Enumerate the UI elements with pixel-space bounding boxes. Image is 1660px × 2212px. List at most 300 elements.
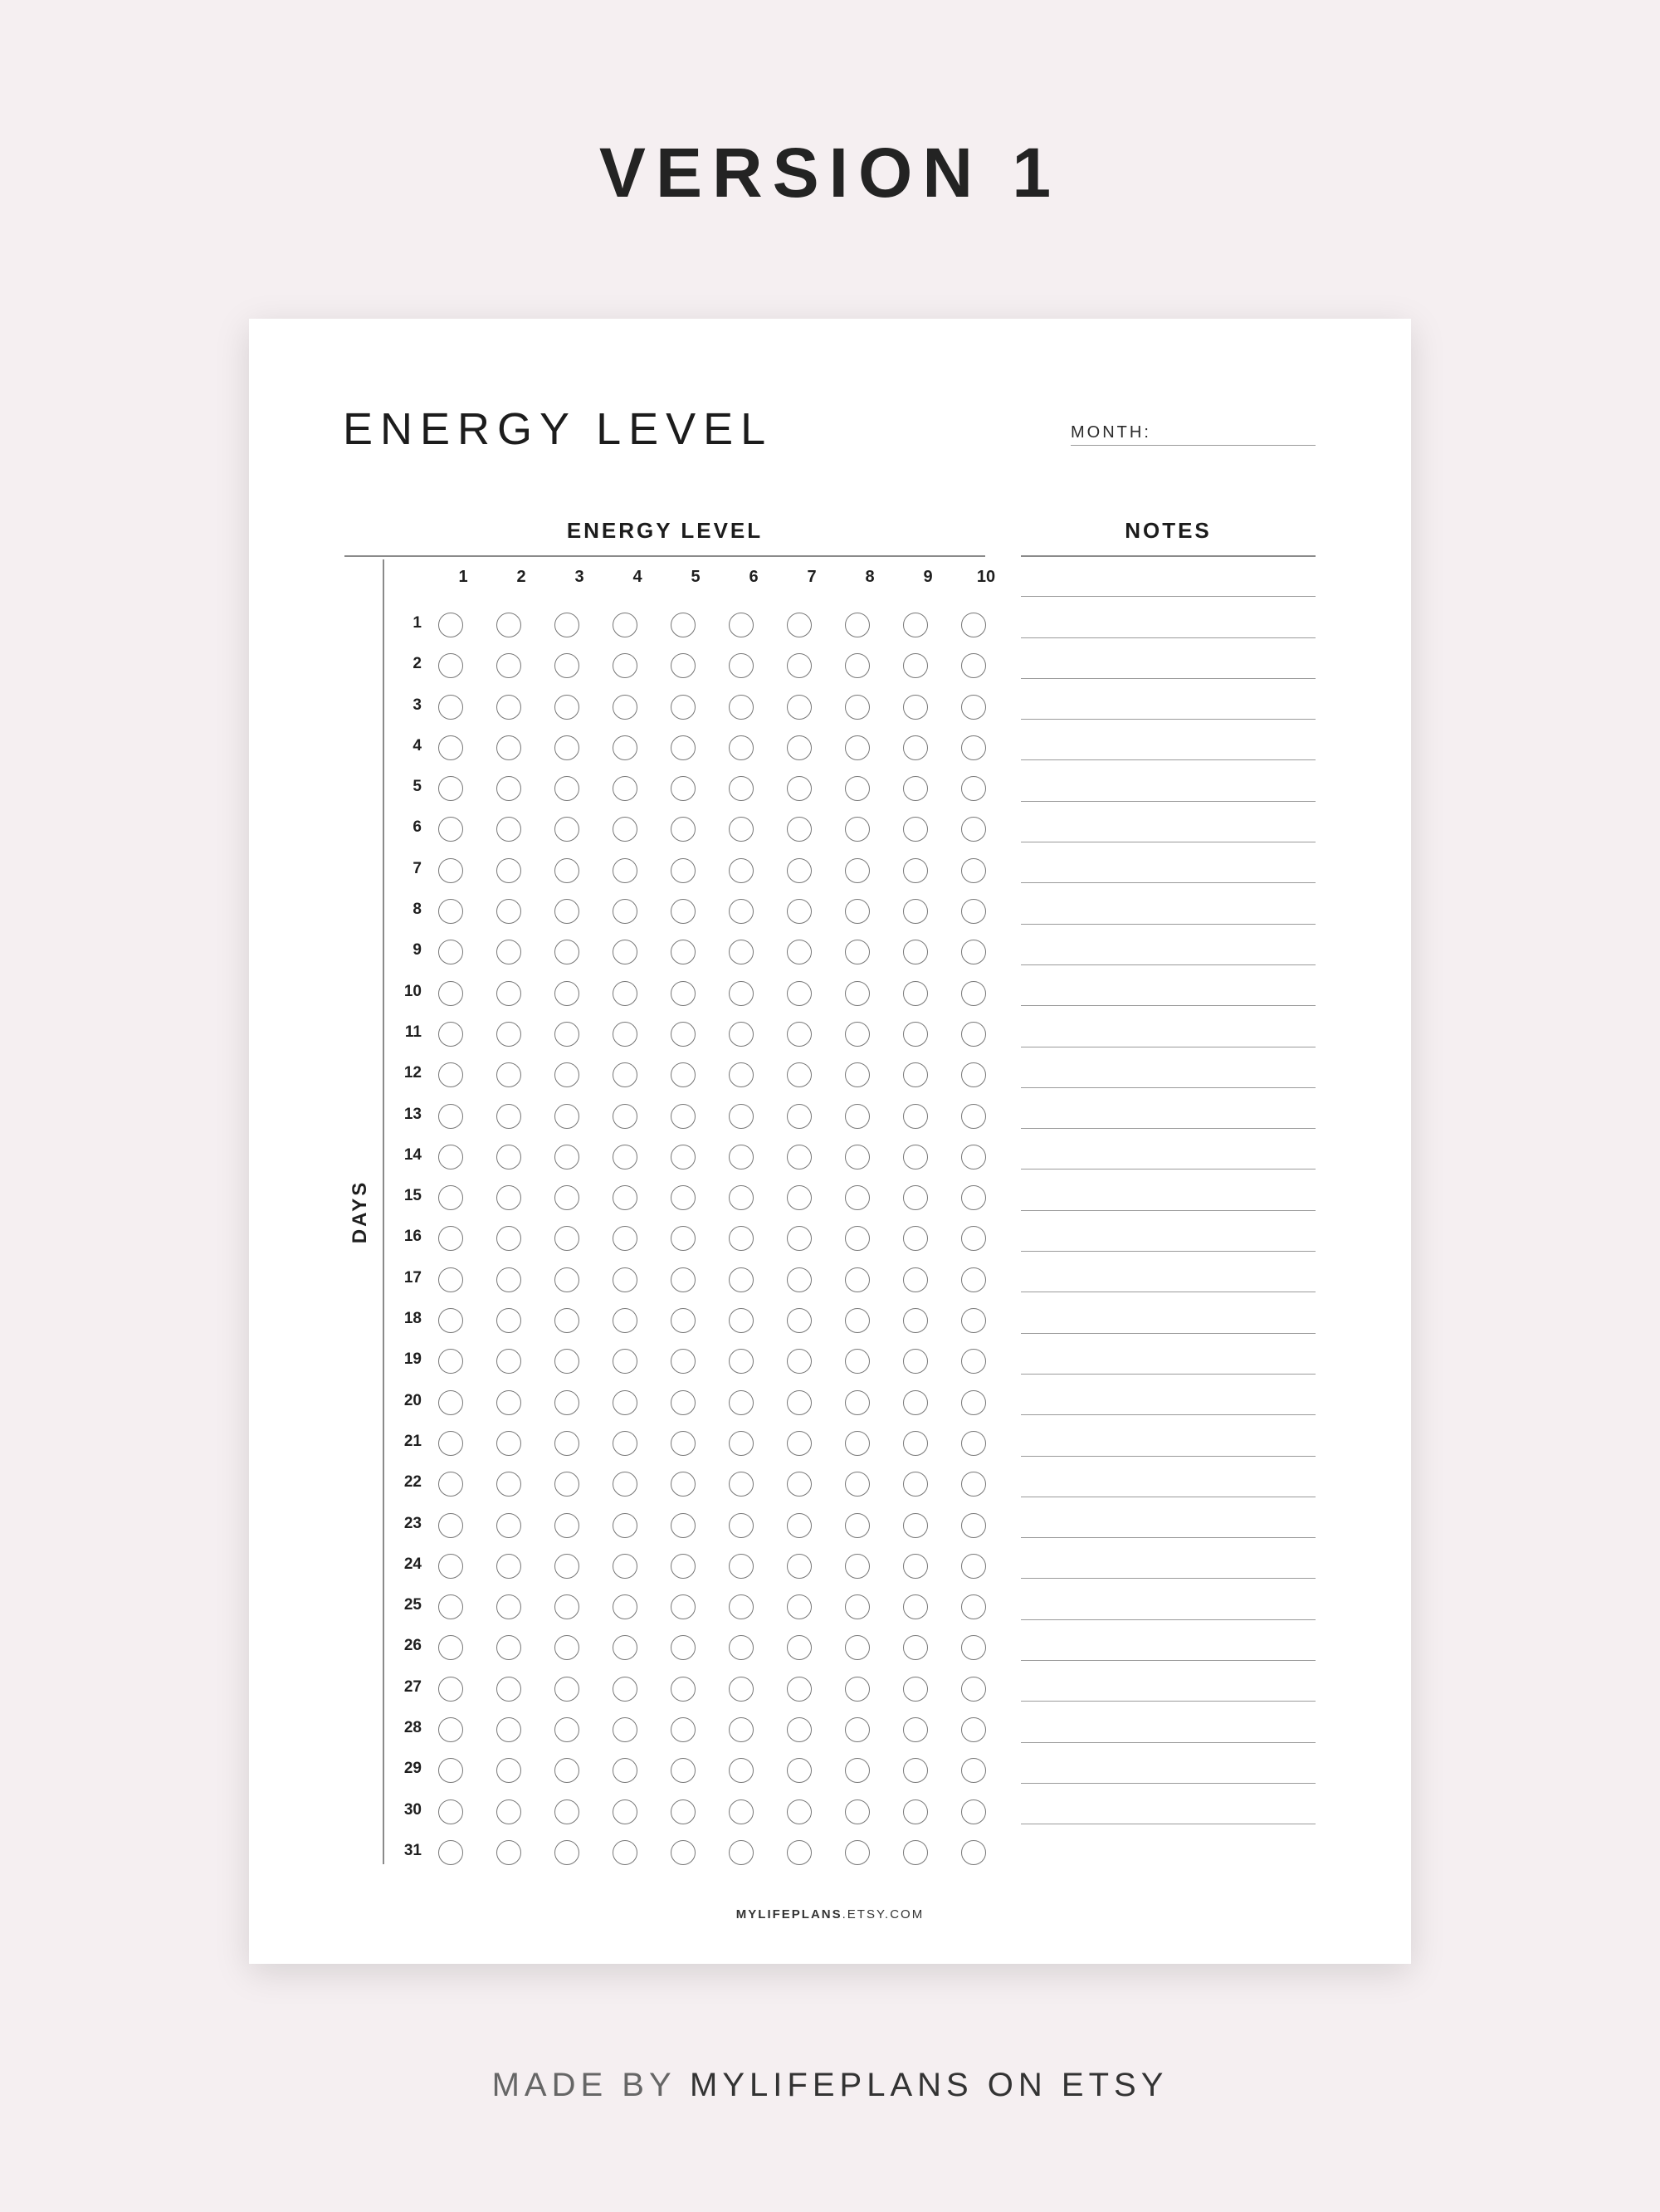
energy-bubble[interactable]	[671, 1677, 696, 1702]
energy-bubble[interactable]	[613, 940, 637, 964]
energy-bubble[interactable]	[961, 1513, 986, 1538]
energy-bubble[interactable]	[613, 1513, 637, 1538]
energy-bubble[interactable]	[671, 653, 696, 678]
energy-bubble[interactable]	[496, 1145, 521, 1169]
note-line[interactable]	[1021, 1702, 1316, 1742]
energy-bubble[interactable]	[787, 1758, 812, 1783]
energy-bubble[interactable]	[438, 653, 463, 678]
energy-bubble[interactable]	[438, 776, 463, 801]
energy-bubble[interactable]	[671, 613, 696, 637]
energy-bubble[interactable]	[613, 776, 637, 801]
energy-bubble[interactable]	[845, 1431, 870, 1456]
energy-bubble[interactable]	[845, 735, 870, 760]
energy-bubble[interactable]	[961, 1062, 986, 1087]
energy-bubble[interactable]	[787, 653, 812, 678]
energy-bubble[interactable]	[671, 1349, 696, 1374]
energy-bubble[interactable]	[496, 735, 521, 760]
energy-bubble[interactable]	[845, 1308, 870, 1333]
energy-bubble[interactable]	[613, 613, 637, 637]
energy-bubble[interactable]	[961, 1635, 986, 1660]
energy-bubble[interactable]	[961, 1226, 986, 1251]
energy-bubble[interactable]	[613, 1308, 637, 1333]
energy-bubble[interactable]	[903, 1677, 928, 1702]
energy-bubble[interactable]	[671, 776, 696, 801]
energy-bubble[interactable]	[613, 1185, 637, 1210]
energy-bubble[interactable]	[787, 1431, 812, 1456]
energy-bubble[interactable]	[729, 1145, 754, 1169]
note-line[interactable]	[1021, 1784, 1316, 1824]
energy-bubble[interactable]	[554, 1267, 579, 1292]
energy-bubble[interactable]	[554, 1308, 579, 1333]
energy-bubble[interactable]	[671, 1104, 696, 1129]
energy-bubble[interactable]	[438, 1104, 463, 1129]
energy-bubble[interactable]	[438, 1472, 463, 1497]
energy-bubble[interactable]	[787, 1226, 812, 1251]
energy-bubble[interactable]	[554, 735, 579, 760]
energy-bubble[interactable]	[729, 1758, 754, 1783]
energy-bubble[interactable]	[496, 858, 521, 883]
energy-bubble[interactable]	[903, 776, 928, 801]
energy-bubble[interactable]	[554, 1062, 579, 1087]
energy-bubble[interactable]	[729, 613, 754, 637]
energy-bubble[interactable]	[554, 1635, 579, 1660]
note-line[interactable]	[1021, 597, 1316, 637]
energy-bubble[interactable]	[496, 1758, 521, 1783]
energy-bubble[interactable]	[438, 1308, 463, 1333]
energy-bubble[interactable]	[787, 1799, 812, 1824]
energy-bubble[interactable]	[613, 1145, 637, 1169]
energy-bubble[interactable]	[729, 1717, 754, 1742]
energy-bubble[interactable]	[903, 1349, 928, 1374]
energy-bubble[interactable]	[845, 1185, 870, 1210]
energy-bubble[interactable]	[671, 1431, 696, 1456]
energy-bubble[interactable]	[903, 1308, 928, 1333]
energy-bubble[interactable]	[903, 817, 928, 842]
note-line[interactable]	[1021, 1620, 1316, 1661]
energy-bubble[interactable]	[554, 653, 579, 678]
energy-bubble[interactable]	[903, 735, 928, 760]
energy-bubble[interactable]	[845, 1635, 870, 1660]
energy-bubble[interactable]	[845, 613, 870, 637]
energy-bubble[interactable]	[438, 1635, 463, 1660]
energy-bubble[interactable]	[845, 1104, 870, 1129]
energy-bubble[interactable]	[787, 1308, 812, 1333]
energy-bubble[interactable]	[787, 899, 812, 924]
energy-bubble[interactable]	[613, 1799, 637, 1824]
energy-bubble[interactable]	[787, 1145, 812, 1169]
energy-bubble[interactable]	[961, 1145, 986, 1169]
energy-bubble[interactable]	[613, 1594, 637, 1619]
energy-bubble[interactable]	[554, 1840, 579, 1865]
energy-bubble[interactable]	[496, 653, 521, 678]
energy-bubble[interactable]	[729, 1349, 754, 1374]
note-line[interactable]	[1021, 1169, 1316, 1210]
energy-bubble[interactable]	[671, 1267, 696, 1292]
energy-bubble[interactable]	[845, 1472, 870, 1497]
energy-bubble[interactable]	[729, 653, 754, 678]
note-line[interactable]	[1021, 1006, 1316, 1047]
energy-bubble[interactable]	[671, 858, 696, 883]
energy-bubble[interactable]	[671, 1390, 696, 1415]
energy-bubble[interactable]	[554, 695, 579, 720]
month-input-line[interactable]	[1071, 445, 1316, 446]
energy-bubble[interactable]	[845, 1758, 870, 1783]
energy-bubble[interactable]	[438, 1390, 463, 1415]
energy-bubble[interactable]	[671, 1185, 696, 1210]
energy-bubble[interactable]	[438, 1267, 463, 1292]
energy-bubble[interactable]	[554, 1022, 579, 1047]
energy-bubble[interactable]	[671, 899, 696, 924]
energy-bubble[interactable]	[729, 1554, 754, 1579]
energy-bubble[interactable]	[671, 1554, 696, 1579]
energy-bubble[interactable]	[671, 817, 696, 842]
energy-bubble[interactable]	[729, 1308, 754, 1333]
energy-bubble[interactable]	[671, 1635, 696, 1660]
energy-bubble[interactable]	[787, 1185, 812, 1210]
energy-bubble[interactable]	[845, 981, 870, 1006]
energy-bubble[interactable]	[787, 1349, 812, 1374]
energy-bubble[interactable]	[845, 899, 870, 924]
energy-bubble[interactable]	[787, 735, 812, 760]
energy-bubble[interactable]	[671, 1594, 696, 1619]
energy-bubble[interactable]	[787, 1062, 812, 1087]
energy-bubble[interactable]	[903, 1472, 928, 1497]
energy-bubble[interactable]	[613, 1431, 637, 1456]
note-line[interactable]	[1021, 1252, 1316, 1292]
energy-bubble[interactable]	[438, 981, 463, 1006]
energy-bubble[interactable]	[554, 1185, 579, 1210]
energy-bubble[interactable]	[903, 1390, 928, 1415]
energy-bubble[interactable]	[554, 1104, 579, 1129]
energy-bubble[interactable]	[554, 899, 579, 924]
energy-bubble[interactable]	[554, 1594, 579, 1619]
energy-bubble[interactable]	[496, 1267, 521, 1292]
energy-bubble[interactable]	[903, 1267, 928, 1292]
energy-bubble[interactable]	[554, 1390, 579, 1415]
energy-bubble[interactable]	[438, 817, 463, 842]
energy-bubble[interactable]	[845, 695, 870, 720]
note-line[interactable]	[1021, 1129, 1316, 1169]
energy-bubble[interactable]	[729, 1390, 754, 1415]
energy-bubble[interactable]	[554, 1226, 579, 1251]
energy-bubble[interactable]	[787, 776, 812, 801]
energy-bubble[interactable]	[496, 1472, 521, 1497]
energy-bubble[interactable]	[438, 695, 463, 720]
energy-bubble[interactable]	[554, 981, 579, 1006]
energy-bubble[interactable]	[787, 1104, 812, 1129]
energy-bubble[interactable]	[671, 735, 696, 760]
energy-bubble[interactable]	[671, 940, 696, 964]
energy-bubble[interactable]	[438, 1022, 463, 1047]
energy-bubble[interactable]	[787, 1472, 812, 1497]
energy-bubble[interactable]	[903, 1635, 928, 1660]
energy-bubble[interactable]	[845, 1062, 870, 1087]
energy-bubble[interactable]	[554, 858, 579, 883]
energy-bubble[interactable]	[496, 1513, 521, 1538]
energy-bubble[interactable]	[961, 1554, 986, 1579]
note-line[interactable]	[1021, 1047, 1316, 1088]
energy-bubble[interactable]	[438, 613, 463, 637]
energy-bubble[interactable]	[845, 1594, 870, 1619]
note-line[interactable]	[1021, 883, 1316, 924]
energy-bubble[interactable]	[845, 653, 870, 678]
energy-bubble[interactable]	[496, 695, 521, 720]
energy-bubble[interactable]	[961, 858, 986, 883]
energy-bubble[interactable]	[496, 1226, 521, 1251]
energy-bubble[interactable]	[903, 899, 928, 924]
energy-bubble[interactable]	[438, 1226, 463, 1251]
energy-bubble[interactable]	[729, 1022, 754, 1047]
energy-bubble[interactable]	[903, 1799, 928, 1824]
note-line[interactable]	[1021, 965, 1316, 1006]
energy-bubble[interactable]	[613, 653, 637, 678]
energy-bubble[interactable]	[613, 735, 637, 760]
energy-bubble[interactable]	[903, 1226, 928, 1251]
energy-bubble[interactable]	[671, 1472, 696, 1497]
energy-bubble[interactable]	[613, 1104, 637, 1129]
energy-bubble[interactable]	[613, 858, 637, 883]
energy-bubble[interactable]	[554, 1513, 579, 1538]
energy-bubble[interactable]	[554, 1145, 579, 1169]
energy-bubble[interactable]	[787, 695, 812, 720]
energy-bubble[interactable]	[903, 1594, 928, 1619]
energy-bubble[interactable]	[787, 1840, 812, 1865]
note-line[interactable]	[1021, 1579, 1316, 1619]
energy-bubble[interactable]	[845, 1145, 870, 1169]
energy-bubble[interactable]	[554, 776, 579, 801]
energy-bubble[interactable]	[729, 899, 754, 924]
energy-bubble[interactable]	[729, 1472, 754, 1497]
note-line[interactable]	[1021, 1743, 1316, 1784]
energy-bubble[interactable]	[961, 1390, 986, 1415]
energy-bubble[interactable]	[671, 695, 696, 720]
energy-bubble[interactable]	[845, 817, 870, 842]
note-line[interactable]	[1021, 1661, 1316, 1702]
energy-bubble[interactable]	[787, 1513, 812, 1538]
note-line[interactable]	[1021, 760, 1316, 801]
energy-bubble[interactable]	[671, 1062, 696, 1087]
energy-bubble[interactable]	[496, 1185, 521, 1210]
energy-bubble[interactable]	[496, 1349, 521, 1374]
note-line[interactable]	[1021, 1457, 1316, 1497]
energy-bubble[interactable]	[729, 1226, 754, 1251]
energy-bubble[interactable]	[961, 1840, 986, 1865]
energy-bubble[interactable]	[729, 1635, 754, 1660]
energy-bubble[interactable]	[961, 1104, 986, 1129]
energy-bubble[interactable]	[554, 1349, 579, 1374]
energy-bubble[interactable]	[496, 899, 521, 924]
note-line[interactable]	[1021, 925, 1316, 965]
energy-bubble[interactable]	[496, 817, 521, 842]
energy-bubble[interactable]	[787, 1635, 812, 1660]
energy-bubble[interactable]	[438, 1758, 463, 1783]
energy-bubble[interactable]	[496, 1799, 521, 1824]
energy-bubble[interactable]	[438, 1840, 463, 1865]
energy-bubble[interactable]	[438, 1799, 463, 1824]
energy-bubble[interactable]	[613, 1022, 637, 1047]
energy-bubble[interactable]	[961, 1022, 986, 1047]
energy-bubble[interactable]	[554, 1758, 579, 1783]
energy-bubble[interactable]	[845, 1267, 870, 1292]
note-line[interactable]	[1021, 556, 1316, 597]
energy-bubble[interactable]	[729, 1267, 754, 1292]
energy-bubble[interactable]	[961, 653, 986, 678]
energy-bubble[interactable]	[729, 776, 754, 801]
energy-bubble[interactable]	[787, 940, 812, 964]
energy-bubble[interactable]	[903, 1185, 928, 1210]
energy-bubble[interactable]	[787, 613, 812, 637]
energy-bubble[interactable]	[961, 1349, 986, 1374]
energy-bubble[interactable]	[671, 1799, 696, 1824]
energy-bubble[interactable]	[903, 1062, 928, 1087]
energy-bubble[interactable]	[554, 613, 579, 637]
energy-bubble[interactable]	[496, 1062, 521, 1087]
energy-bubble[interactable]	[961, 1308, 986, 1333]
energy-bubble[interactable]	[438, 940, 463, 964]
energy-bubble[interactable]	[787, 858, 812, 883]
energy-bubble[interactable]	[671, 1226, 696, 1251]
energy-bubble[interactable]	[729, 695, 754, 720]
energy-bubble[interactable]	[961, 695, 986, 720]
energy-bubble[interactable]	[845, 1349, 870, 1374]
note-line[interactable]	[1021, 1375, 1316, 1415]
energy-bubble[interactable]	[438, 1513, 463, 1538]
energy-bubble[interactable]	[903, 1840, 928, 1865]
energy-bubble[interactable]	[554, 1554, 579, 1579]
energy-bubble[interactable]	[496, 1390, 521, 1415]
note-line[interactable]	[1021, 842, 1316, 883]
note-line[interactable]	[1021, 1538, 1316, 1579]
note-line[interactable]	[1021, 1497, 1316, 1538]
energy-bubble[interactable]	[613, 1267, 637, 1292]
energy-bubble[interactable]	[496, 1104, 521, 1129]
energy-bubble[interactable]	[613, 1635, 637, 1660]
energy-bubble[interactable]	[903, 1431, 928, 1456]
energy-bubble[interactable]	[496, 1677, 521, 1702]
energy-bubble[interactable]	[961, 1799, 986, 1824]
energy-bubble[interactable]	[961, 817, 986, 842]
energy-bubble[interactable]	[961, 1267, 986, 1292]
energy-bubble[interactable]	[961, 613, 986, 637]
note-line[interactable]	[1021, 1211, 1316, 1252]
energy-bubble[interactable]	[903, 1717, 928, 1742]
energy-bubble[interactable]	[903, 695, 928, 720]
energy-bubble[interactable]	[845, 1022, 870, 1047]
energy-bubble[interactable]	[438, 1145, 463, 1169]
energy-bubble[interactable]	[438, 1677, 463, 1702]
energy-bubble[interactable]	[787, 1390, 812, 1415]
energy-bubble[interactable]	[496, 1635, 521, 1660]
energy-bubble[interactable]	[903, 653, 928, 678]
energy-bubble[interactable]	[496, 1431, 521, 1456]
energy-bubble[interactable]	[961, 1594, 986, 1619]
note-line[interactable]	[1021, 1415, 1316, 1456]
energy-bubble[interactable]	[496, 940, 521, 964]
energy-bubble[interactable]	[903, 1758, 928, 1783]
energy-bubble[interactable]	[961, 940, 986, 964]
energy-bubble[interactable]	[554, 1717, 579, 1742]
energy-bubble[interactable]	[613, 1554, 637, 1579]
energy-bubble[interactable]	[903, 1554, 928, 1579]
energy-bubble[interactable]	[496, 613, 521, 637]
energy-bubble[interactable]	[961, 1717, 986, 1742]
energy-bubble[interactable]	[845, 1226, 870, 1251]
energy-bubble[interactable]	[787, 1594, 812, 1619]
energy-bubble[interactable]	[613, 1390, 637, 1415]
energy-bubble[interactable]	[438, 1062, 463, 1087]
energy-bubble[interactable]	[961, 981, 986, 1006]
energy-bubble[interactable]	[845, 1513, 870, 1538]
energy-bubble[interactable]	[961, 1472, 986, 1497]
energy-bubble[interactable]	[496, 1717, 521, 1742]
energy-bubble[interactable]	[961, 899, 986, 924]
energy-bubble[interactable]	[613, 1677, 637, 1702]
energy-bubble[interactable]	[845, 1554, 870, 1579]
energy-bubble[interactable]	[729, 1062, 754, 1087]
energy-bubble[interactable]	[729, 1799, 754, 1824]
energy-bubble[interactable]	[554, 1472, 579, 1497]
energy-bubble[interactable]	[845, 1717, 870, 1742]
energy-bubble[interactable]	[671, 1840, 696, 1865]
energy-bubble[interactable]	[961, 776, 986, 801]
energy-bubble[interactable]	[671, 1022, 696, 1047]
energy-bubble[interactable]	[554, 940, 579, 964]
energy-bubble[interactable]	[961, 735, 986, 760]
energy-bubble[interactable]	[729, 1840, 754, 1865]
energy-bubble[interactable]	[729, 1431, 754, 1456]
energy-bubble[interactable]	[903, 1022, 928, 1047]
energy-bubble[interactable]	[671, 1758, 696, 1783]
energy-bubble[interactable]	[438, 858, 463, 883]
energy-bubble[interactable]	[496, 981, 521, 1006]
energy-bubble[interactable]	[845, 1799, 870, 1824]
note-line[interactable]	[1021, 638, 1316, 679]
energy-bubble[interactable]	[903, 981, 928, 1006]
energy-bubble[interactable]	[613, 1062, 637, 1087]
energy-bubble[interactable]	[729, 735, 754, 760]
note-line[interactable]	[1021, 1088, 1316, 1129]
energy-bubble[interactable]	[729, 940, 754, 964]
energy-bubble[interactable]	[613, 1349, 637, 1374]
energy-bubble[interactable]	[961, 1758, 986, 1783]
energy-bubble[interactable]	[613, 1472, 637, 1497]
energy-bubble[interactable]	[438, 1594, 463, 1619]
energy-bubble[interactable]	[729, 981, 754, 1006]
energy-bubble[interactable]	[729, 1677, 754, 1702]
energy-bubble[interactable]	[613, 899, 637, 924]
energy-bubble[interactable]	[845, 1677, 870, 1702]
energy-bubble[interactable]	[729, 1104, 754, 1129]
energy-bubble[interactable]	[438, 735, 463, 760]
energy-bubble[interactable]	[554, 1677, 579, 1702]
note-line[interactable]	[1021, 679, 1316, 720]
energy-bubble[interactable]	[961, 1185, 986, 1210]
energy-bubble[interactable]	[729, 1185, 754, 1210]
energy-bubble[interactable]	[671, 1717, 696, 1742]
energy-bubble[interactable]	[671, 1513, 696, 1538]
note-line[interactable]	[1021, 1334, 1316, 1375]
energy-bubble[interactable]	[903, 1104, 928, 1129]
energy-bubble[interactable]	[787, 1717, 812, 1742]
energy-bubble[interactable]	[729, 1594, 754, 1619]
energy-bubble[interactable]	[671, 1308, 696, 1333]
energy-bubble[interactable]	[613, 1717, 637, 1742]
energy-bubble[interactable]	[729, 858, 754, 883]
energy-bubble[interactable]	[613, 695, 637, 720]
energy-bubble[interactable]	[613, 1226, 637, 1251]
energy-bubble[interactable]	[903, 940, 928, 964]
energy-bubble[interactable]	[845, 1840, 870, 1865]
